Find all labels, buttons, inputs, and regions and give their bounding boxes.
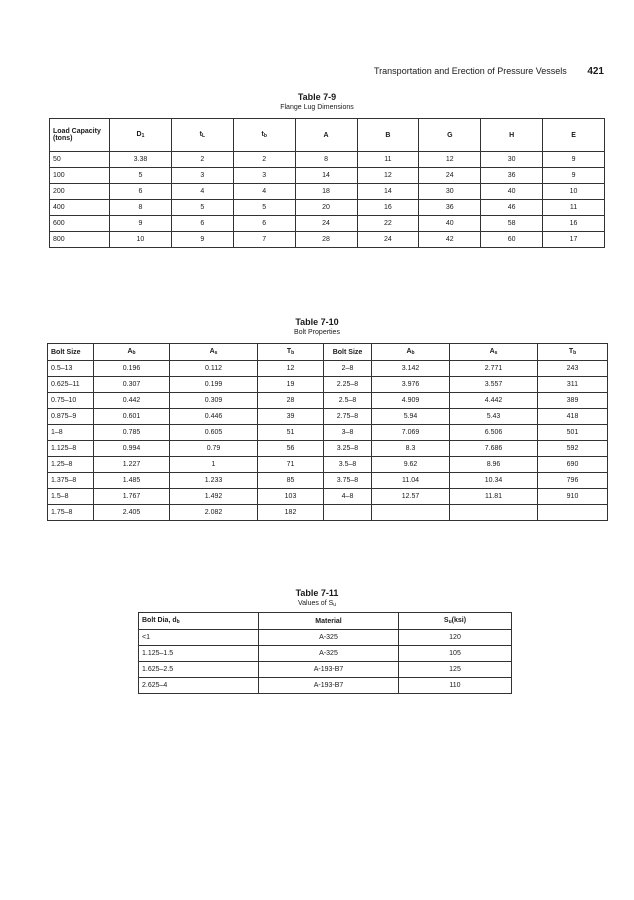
table-cell: 58	[481, 216, 543, 232]
table-cell: 4.909	[372, 393, 450, 409]
column-header: G	[419, 119, 481, 152]
table-cell: 2.082	[170, 505, 258, 521]
table-cell: 0.196	[94, 361, 170, 377]
table-row	[48, 377, 608, 393]
table-cell: 1.485	[94, 473, 170, 489]
column-header: $A_b$	[372, 344, 450, 361]
table-cell: 2.771	[450, 361, 538, 377]
table-cell: 11	[357, 152, 419, 168]
table-cell: 8.3	[372, 441, 450, 457]
table-cell: 5	[171, 200, 233, 216]
table-cell: 40	[419, 216, 481, 232]
table-cell: 1.492	[170, 489, 258, 505]
table-cell: 389	[538, 393, 608, 409]
table-cell	[538, 505, 608, 521]
table-cell: 19	[258, 377, 324, 393]
table-cell: 1.125–8	[48, 441, 94, 457]
table-cell: 4–8	[324, 489, 372, 505]
table-cell: 40	[481, 184, 543, 200]
table-row	[139, 678, 512, 694]
table-cell: 5.94	[372, 409, 450, 425]
table-cell: 9	[110, 216, 172, 232]
table-cell: 22	[357, 216, 419, 232]
table-row	[139, 646, 512, 662]
column-header: A	[295, 119, 357, 152]
table-cell: <1	[139, 630, 259, 646]
table-row	[139, 630, 512, 646]
table-row	[48, 425, 608, 441]
table-cell: 6	[171, 216, 233, 232]
table-cell: 4.442	[450, 393, 538, 409]
column-header: $T_b$	[258, 344, 324, 361]
table-cell: 14	[357, 184, 419, 200]
table-number: Table 7-9	[297, 92, 337, 102]
table-cell: 12.57	[372, 489, 450, 505]
table-row	[139, 662, 512, 678]
table-cell: 85	[258, 473, 324, 489]
table-cell: 8.96	[450, 457, 538, 473]
table-cell: 36	[481, 168, 543, 184]
table-cell: A-193-B7	[259, 678, 399, 694]
table-cell: 0.199	[170, 377, 258, 393]
table-cell: 17	[543, 232, 605, 248]
table-title: Bolt Properties	[294, 329, 340, 336]
table-cell: 182	[258, 505, 324, 521]
column-header: $T_b$	[538, 344, 608, 361]
table-cell: 46	[481, 200, 543, 216]
table-cell: 3.75–8	[324, 473, 372, 489]
table-cell: 690	[538, 457, 608, 473]
column-header: $A_b$	[94, 344, 170, 361]
table-number: Table 7-10	[295, 317, 339, 327]
table-cell: 0.5–13	[48, 361, 94, 377]
table-row	[48, 393, 608, 409]
table-cell: 0.605	[170, 425, 258, 441]
table-cell: 3.38	[110, 152, 172, 168]
table-cell: 28	[295, 232, 357, 248]
table-cell: 9	[543, 168, 605, 184]
column-header: Bolt Size	[48, 344, 94, 361]
table-cell: 24	[357, 232, 419, 248]
column-header: E	[543, 119, 605, 152]
table-row	[48, 473, 608, 489]
table-cell: 7.069	[372, 425, 450, 441]
column-header: Bolt Size	[324, 344, 372, 361]
table-cell: 1.227	[94, 457, 170, 473]
table-cell: 2.75–8	[324, 409, 372, 425]
table-title: Flange Lug Dimensions	[280, 104, 354, 111]
table-number: Table 7-11	[295, 588, 339, 598]
table-cell	[372, 505, 450, 521]
table-cell: 600	[50, 216, 110, 232]
table-title: Values of $S_u$	[297, 600, 337, 608]
table-cell: 18	[295, 184, 357, 200]
table-cell: 24	[419, 168, 481, 184]
table-cell: 125	[399, 662, 512, 678]
table-row	[50, 168, 605, 184]
table-cell: 7.686	[450, 441, 538, 457]
table-cell: A-325	[259, 630, 399, 646]
table-cell: 800	[50, 232, 110, 248]
table-cell: 0.79	[170, 441, 258, 457]
table-cell: 28	[258, 393, 324, 409]
table-cell: 1.767	[94, 489, 170, 505]
table-cell: 2.625–4	[139, 678, 259, 694]
table-cell: 1	[170, 457, 258, 473]
table-cell: 9.62	[372, 457, 450, 473]
table-cell: 1–8	[48, 425, 94, 441]
table-cell: 0.785	[94, 425, 170, 441]
table-cell: 10	[543, 184, 605, 200]
table-cell: 200	[50, 184, 110, 200]
table-cell: 2.25–8	[324, 377, 372, 393]
table-cell: 9	[543, 152, 605, 168]
su-values-table	[138, 612, 512, 694]
column-header: $D_1$	[110, 119, 172, 152]
table-7-11-caption	[0, 588, 634, 610]
table-7-9-caption	[0, 92, 634, 112]
table-cell	[450, 505, 538, 521]
running-title: Transportation and Erection of Pressure Vessels	[374, 66, 567, 76]
table-cell: 30	[419, 184, 481, 200]
column-header: $t_L$	[171, 119, 233, 152]
table-cell: 56	[258, 441, 324, 457]
table-cell: 10	[110, 232, 172, 248]
column-header: $t_b$	[233, 119, 295, 152]
running-head	[374, 66, 604, 77]
table-cell: 592	[538, 441, 608, 457]
table-cell: 11.04	[372, 473, 450, 489]
table-cell: 0.994	[94, 441, 170, 457]
table-cell: 3–8	[324, 425, 372, 441]
table-cell: 103	[258, 489, 324, 505]
table-cell: 1.5–8	[48, 489, 94, 505]
table-cell: 12	[258, 361, 324, 377]
column-header: $S_u(ksi)$	[399, 613, 512, 630]
table-cell: 311	[538, 377, 608, 393]
table-cell: 0.75–10	[48, 393, 94, 409]
table-cell: 1.25–8	[48, 457, 94, 473]
flange-lug-table	[49, 118, 605, 248]
table-cell: 11	[543, 200, 605, 216]
table-cell: 100	[50, 168, 110, 184]
table-cell: 2	[233, 152, 295, 168]
table-row	[50, 184, 605, 200]
table-cell: 1.125–1.5	[139, 646, 259, 662]
table-cell: 7	[233, 232, 295, 248]
table-cell: 8	[110, 200, 172, 216]
table-cell: 418	[538, 409, 608, 425]
table-row	[48, 441, 608, 457]
page-number: 421	[587, 66, 604, 77]
table-cell: 6	[233, 216, 295, 232]
table-cell: 3.5–8	[324, 457, 372, 473]
table-cell: 796	[538, 473, 608, 489]
table-cell: 3.25–8	[324, 441, 372, 457]
table-cell: 8	[295, 152, 357, 168]
column-header: H	[481, 119, 543, 152]
table-cell: 30	[481, 152, 543, 168]
table-row	[48, 489, 608, 505]
table-cell: 2	[171, 152, 233, 168]
table-cell: 1.625–2.5	[139, 662, 259, 678]
table-row	[48, 505, 608, 521]
table-cell: 105	[399, 646, 512, 662]
table-cell: 0.112	[170, 361, 258, 377]
table-cell: 243	[538, 361, 608, 377]
column-header: Load Capacity (tons)	[50, 119, 110, 152]
table-cell: 3	[233, 168, 295, 184]
table-cell: A-325	[259, 646, 399, 662]
table-cell: 400	[50, 200, 110, 216]
table-cell	[324, 505, 372, 521]
column-header: B	[357, 119, 419, 152]
column-header: Bolt Dia, $d_b$	[139, 613, 259, 630]
table-row	[50, 232, 605, 248]
table-cell: 0.875–9	[48, 409, 94, 425]
table-row	[50, 200, 605, 216]
table-cell: 4	[233, 184, 295, 200]
table-cell: 3.976	[372, 377, 450, 393]
bolt-properties-table	[47, 343, 608, 521]
table-cell: 5	[233, 200, 295, 216]
table-cell: 910	[538, 489, 608, 505]
table-cell: 5	[110, 168, 172, 184]
table-cell: 501	[538, 425, 608, 441]
table-cell: 12	[357, 168, 419, 184]
table-cell: 120	[399, 630, 512, 646]
table-cell: 110	[399, 678, 512, 694]
table-cell: A-193-B7	[259, 662, 399, 678]
table-cell: 10.34	[450, 473, 538, 489]
table-row	[48, 409, 608, 425]
table-cell: 0.307	[94, 377, 170, 393]
table-cell: 0.625–11	[48, 377, 94, 393]
table-cell: 11.81	[450, 489, 538, 505]
table-cell: 39	[258, 409, 324, 425]
table-row	[50, 216, 605, 232]
table-cell: 16	[357, 200, 419, 216]
table-7-10-caption	[0, 317, 634, 337]
column-header: $A_s$	[170, 344, 258, 361]
table-cell: 71	[258, 457, 324, 473]
table-cell: 5.43	[450, 409, 538, 425]
table-cell: 50	[50, 152, 110, 168]
table-cell: 24	[295, 216, 357, 232]
table-cell: 36	[419, 200, 481, 216]
table-cell: 2.5–8	[324, 393, 372, 409]
table-cell: 3.557	[450, 377, 538, 393]
table-cell: 0.309	[170, 393, 258, 409]
table-cell: 12	[419, 152, 481, 168]
table-cell: 42	[419, 232, 481, 248]
table-cell: 20	[295, 200, 357, 216]
table-cell: 0.446	[170, 409, 258, 425]
table-cell: 0.601	[94, 409, 170, 425]
table-cell: 9	[171, 232, 233, 248]
column-header: Material	[259, 613, 399, 630]
table-cell: 3.142	[372, 361, 450, 377]
table-cell: 16	[543, 216, 605, 232]
table-cell: 3	[171, 168, 233, 184]
table-row	[50, 152, 605, 168]
table-cell: 51	[258, 425, 324, 441]
table-cell: 4	[171, 184, 233, 200]
table-cell: 0.442	[94, 393, 170, 409]
table-cell: 1.233	[170, 473, 258, 489]
table-cell: 6.506	[450, 425, 538, 441]
table-cell: 14	[295, 168, 357, 184]
table-row	[48, 361, 608, 377]
table-cell: 60	[481, 232, 543, 248]
column-header: $A_s$	[450, 344, 538, 361]
table-cell: 1.375–8	[48, 473, 94, 489]
table-cell: 1.75–8	[48, 505, 94, 521]
table-row	[48, 457, 608, 473]
table-cell: 2–8	[324, 361, 372, 377]
table-cell: 6	[110, 184, 172, 200]
table-cell: 2.405	[94, 505, 170, 521]
